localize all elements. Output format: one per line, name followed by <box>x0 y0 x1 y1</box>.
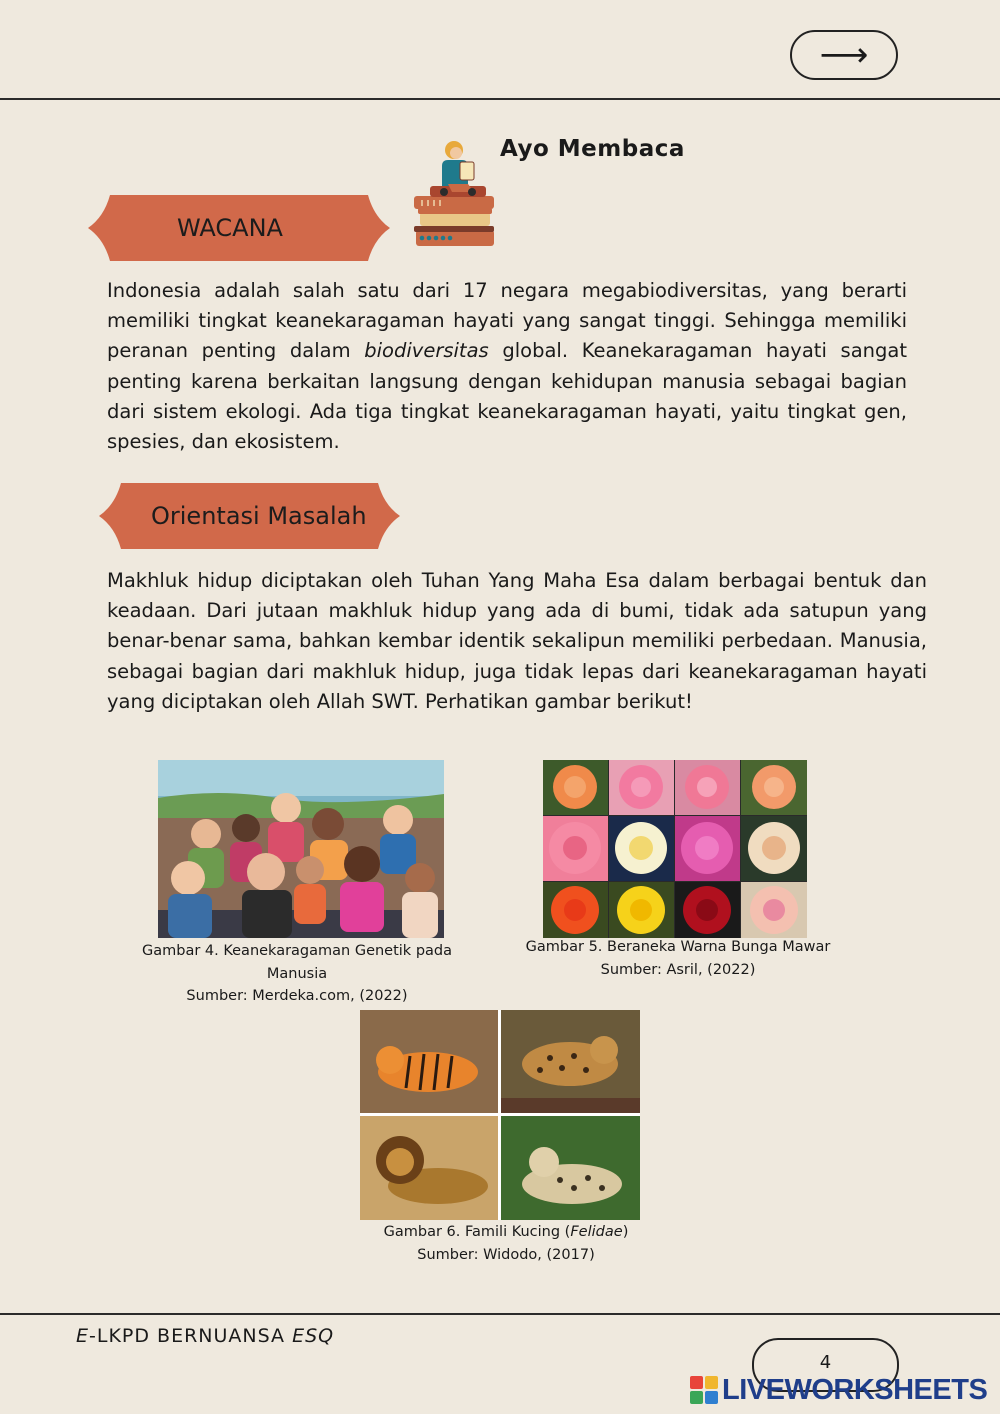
figure-5-caption <box>510 936 846 981</box>
figure-4-caption <box>110 940 484 1008</box>
cats-photo-grid <box>360 1010 640 1220</box>
figure-6-caption <box>340 1221 672 1266</box>
footer-divider <box>0 1313 1000 1315</box>
figure-4-source: Sumber: Merdeka.com, (2022) <box>186 988 408 1004</box>
footer-title: E-LKPD BERNUANSA ESQ <box>76 1325 335 1347</box>
next-page-button[interactable] <box>790 30 898 80</box>
arrow-right-icon: ⟶ <box>819 35 869 75</box>
wacana-banner <box>88 195 390 261</box>
wacana-label: WACANA <box>177 214 283 242</box>
section-title: Ayo Membaca <box>500 136 685 162</box>
liveworksheets-watermark <box>690 1372 987 1408</box>
orientasi-label: Orientasi Masalah <box>151 502 367 530</box>
figure-5-title: Gambar 5. Beraneka Warna Bunga Mawar <box>525 939 831 955</box>
orientasi-banner <box>99 483 400 549</box>
reading-books-illustration <box>408 138 504 252</box>
header-divider <box>0 98 1000 100</box>
children-photo <box>158 760 444 938</box>
figure-6-title: Gambar 6. Famili Kucing (Felidae) <box>383 1224 629 1240</box>
figure-6-source: Sumber: Widodo, (2017) <box>417 1246 595 1263</box>
figure-5-source: Sumber: Asril, (2022) <box>600 961 756 978</box>
wacana-paragraph: Indonesia adalah salah satu dari 17 negara megabiodiversitas, yang berarti memiliki tingkat keanekaragaman hayati yang sangat tinggi. Sehingga memiliki peranan penting dalam biodiversitas global. Keanekaragaman hayati sangat penting karena berkaitan langsung dengan kehidupan manusia sebagai bagian dari sistem ekologi. Ada tiga tingkat keanekaragaman hayati, yaitu tingkat gen, spesies, dan ekosistem. <box>107 279 907 454</box>
page-number: 4 <box>752 1338 899 1392</box>
watermark-text: LIVEWORKSHEETS <box>722 1373 988 1406</box>
orientasi-paragraph: Makhluk hidup diciptakan oleh Tuhan Yang Maha Esa dalam berbagai bentuk dan keadaan. Dari jutaan makhluk hidup yang ada di bumi, tidak ada satupun yang benar-benar sama, bahkan kembar identik sekalipun memiliki perbedaan. Manusia, sebagai bagian dari makhluk hidup, juga tidak lepas dari keanekaragaman hayati yang diciptakan oleh Allah SWT. Perhatikan gambar berikut! <box>107 569 927 713</box>
roses-photo-grid <box>543 760 807 938</box>
figure-4-title: Gambar 4. Keanekaragaman Genetik pada Manusia <box>142 943 452 982</box>
liveworksheets-logo-icon <box>690 1376 718 1404</box>
